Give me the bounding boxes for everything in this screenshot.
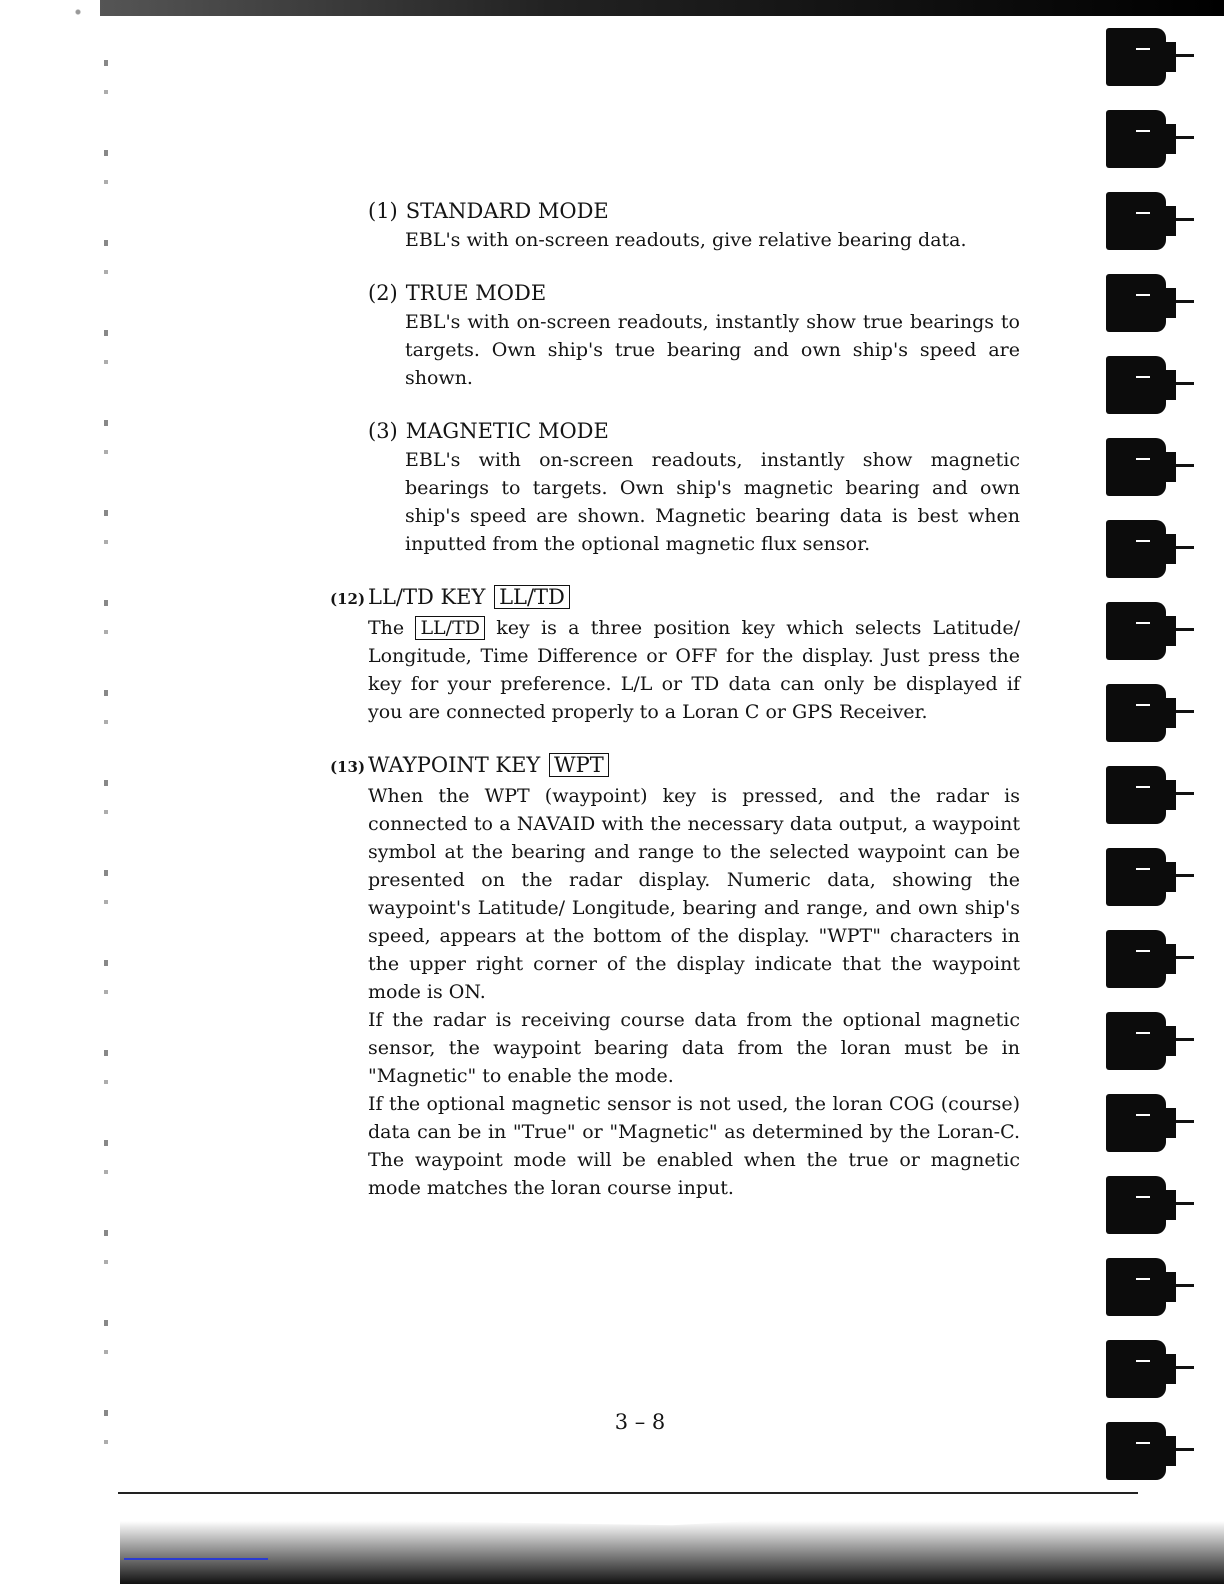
mode-title: TRUE MODE bbox=[405, 281, 547, 305]
section-text bbox=[368, 614, 1020, 726]
binding-ring bbox=[1106, 274, 1196, 332]
section-marker: (13) bbox=[330, 758, 366, 776]
mode-standard bbox=[368, 196, 1020, 254]
mode-heading bbox=[368, 196, 1020, 226]
mode-title: MAGNETIC MODE bbox=[405, 419, 609, 443]
binding-ring bbox=[1106, 356, 1196, 414]
scan-bottom-line bbox=[118, 1492, 1138, 1494]
binding-ring bbox=[1106, 1176, 1196, 1234]
binding-ring bbox=[1106, 520, 1196, 578]
section-lltd-key bbox=[330, 582, 1020, 726]
binding-ring bbox=[1106, 1422, 1196, 1480]
section-paragraph: If the optional magnetic sensor is not used, the loran COG (course) data can be in "True" or "Magnetic" as determined by the Loran-C. The waypoint mode will be enabled when the true or magnetic mode matches the loran course input. bbox=[368, 1093, 1020, 1199]
mode-heading bbox=[368, 278, 1020, 308]
section-marker: (12) bbox=[330, 590, 366, 608]
binding-ring bbox=[1106, 1340, 1196, 1398]
binding-ring bbox=[1106, 28, 1196, 86]
binding-ring bbox=[1106, 192, 1196, 250]
binding-ring bbox=[1106, 602, 1196, 660]
binding-ring bbox=[1106, 930, 1196, 988]
document-body bbox=[330, 196, 1020, 1226]
binding-ring bbox=[1106, 1258, 1196, 1316]
mode-description: EBL's with on-screen readouts, instantly show true bearings to targets. Own ship's true bearing and own ship's speed are shown. bbox=[405, 311, 1020, 389]
page-number: 3 – 8 bbox=[614, 1410, 666, 1434]
section-heading bbox=[330, 582, 1020, 614]
scan-top-edge bbox=[100, 0, 1224, 16]
binding-ring bbox=[1106, 438, 1196, 496]
section-title: LL/TD KEY bbox=[368, 585, 486, 609]
mode-magnetic bbox=[368, 416, 1020, 558]
mode-title: STANDARD MODE bbox=[405, 199, 609, 223]
scan-bottom-link-mark bbox=[124, 1558, 268, 1560]
wpt-key-label: WPT bbox=[549, 753, 609, 777]
mode-true bbox=[368, 278, 1020, 392]
binding-ring bbox=[1106, 1012, 1196, 1070]
binding-ring bbox=[1106, 1094, 1196, 1152]
binding-ring bbox=[1106, 766, 1196, 824]
binding-ring bbox=[1106, 848, 1196, 906]
scan-bottom-edge bbox=[120, 1500, 1224, 1584]
section-waypoint-key bbox=[330, 750, 1020, 1202]
section-paragraph: If the radar is receiving course data from the optional magnetic sensor, the waypoint bearing data from the loran must be in "Magnetic" to enable the mode. bbox=[368, 1009, 1020, 1087]
section-heading bbox=[330, 750, 1020, 782]
text-fragment: key is a three position key which selects Latitude/ Longitude, Time Difference or OFF for the display. Just press the key for your preference. L/L or TD data can only be displayed if you are connected properly to a Loran C or GPS Receiver. bbox=[368, 617, 1020, 723]
scan-left-margin bbox=[104, 60, 108, 1480]
section-paragraph: When the WPT (waypoint) key is pressed, and the radar is connected to a NAVAID with the necessary data output, a waypoint symbol at the bearing and range to the selected waypoint can be presented on the radar display. Numeric data, showing the waypoint's Latitude/ Longitude, bearing and range, and own ship's speed, appears at the bottom of the display. "WPT" characters in the upper right corner of the display indicate that the waypoint mode is ON. bbox=[368, 785, 1020, 1003]
mode-description: EBL's with on-screen readouts, give relative bearing data. bbox=[405, 229, 967, 251]
mode-description: EBL's with on-screen readouts, instantly show magnetic bearings to targets. Own ship's magnetic bearing and own ship's speed are shown. Magnetic bearing data is best when inputted from the optional magnetic flux sensor. bbox=[405, 449, 1020, 555]
binding-ring bbox=[1106, 110, 1196, 168]
mode-heading bbox=[368, 416, 1020, 446]
spiral-binding bbox=[1106, 20, 1202, 1500]
section-title: WAYPOINT KEY bbox=[368, 753, 541, 777]
mode-number: (1) bbox=[368, 199, 398, 223]
mode-number: (2) bbox=[368, 281, 398, 305]
binding-ring bbox=[1106, 684, 1196, 742]
lltd-key-inline: LL/TD bbox=[415, 616, 485, 640]
text-fragment: The bbox=[368, 617, 405, 639]
mode-number: (3) bbox=[368, 419, 398, 443]
lltd-key-label: LL/TD bbox=[494, 585, 570, 609]
